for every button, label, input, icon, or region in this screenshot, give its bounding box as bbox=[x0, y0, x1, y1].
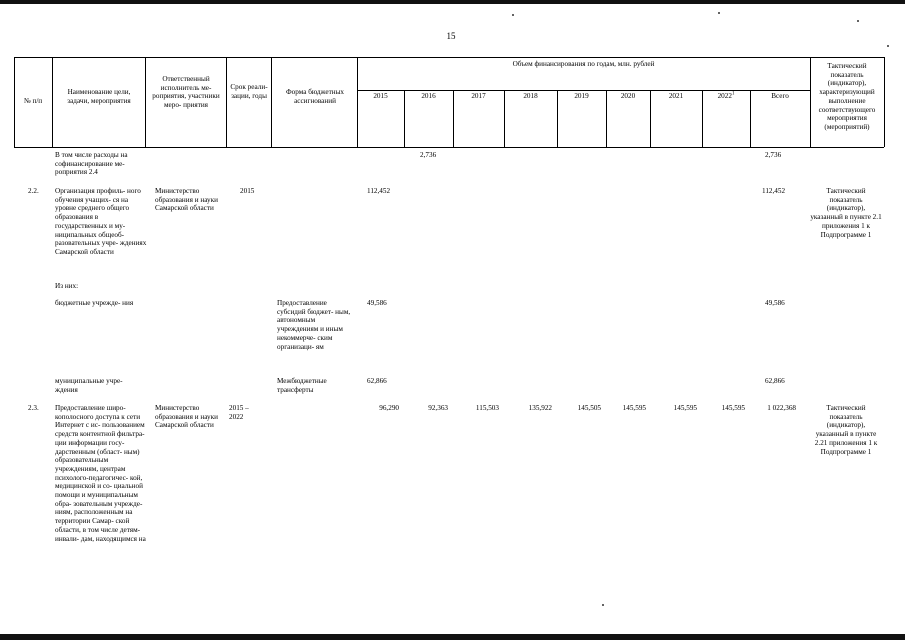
value-2016: 2,736 bbox=[420, 151, 437, 159]
row-responsible: Министерство образования и науки Самарской области bbox=[155, 404, 218, 430]
value-total: 1 022,368 bbox=[767, 404, 796, 412]
footnote-marker: 1 bbox=[731, 91, 735, 97]
scan-speck bbox=[857, 20, 859, 22]
row-subheading: Из них: bbox=[55, 282, 79, 290]
header-name: Наименование цели, задачи, мероприятия bbox=[67, 88, 131, 105]
row-form: Межбюджетные трансферты bbox=[277, 377, 327, 394]
value-2018: 135,922 bbox=[528, 404, 552, 412]
page-number: 15 bbox=[446, 31, 456, 41]
value-total: 112,452 bbox=[762, 187, 786, 195]
value-2019: 145,505 bbox=[577, 404, 601, 412]
value-2015: 49,586 bbox=[367, 299, 387, 307]
row-name: Предоставление широ- кополосного доступа к сети Интернет с ис- пользованием средств контентной фильтра- ции информации госу- дарственным (област- ным) образовательным учреждениям, центрам психолого-педагогичес- кой, медицинской и со- циальной помощи и муниципальным обра- зовательным учрежде- ниям, расположенным на территории Самар- ской области, в том числе детям-инвали- дам, находящимся на bbox=[55, 404, 146, 543]
row-term: 2015 bbox=[240, 187, 255, 195]
header-num: № п/п bbox=[23, 97, 43, 105]
header-year-2019: 2019 bbox=[574, 92, 589, 100]
header-form: Форма бюджетных ассигнований bbox=[285, 88, 345, 105]
row-indicator: Тактический показатель (индикатор), указанный в пункте 2.21 приложения 1 к Подпрограмме 1 bbox=[814, 404, 878, 456]
header-financing-group: Объем финансирования по годам, млн. рублей bbox=[512, 60, 655, 68]
row-name: В том числе расходы на софинансирование ме- роприятия 2.4 bbox=[55, 151, 128, 177]
scan-top-border bbox=[0, 0, 905, 4]
value-2015: 62,866 bbox=[367, 377, 387, 385]
header-year-2022: 2022$^1$ bbox=[717, 91, 735, 100]
value-2016: 92,363 bbox=[428, 404, 448, 412]
header-year-2021: 2021 bbox=[668, 92, 684, 100]
value-total: 2,736 bbox=[765, 151, 782, 159]
header-total: Всего bbox=[771, 92, 789, 100]
row-number: 2.2. bbox=[28, 187, 39, 195]
value-2022: 145,595 bbox=[721, 404, 745, 412]
scan-speck bbox=[602, 604, 604, 606]
value-2021: 145,595 bbox=[673, 404, 697, 412]
value-2015: 112,452 bbox=[367, 187, 391, 195]
scan-speck bbox=[718, 12, 720, 14]
row-number: 2.3. bbox=[28, 404, 39, 412]
value-total: 49,586 bbox=[765, 299, 785, 307]
value-2015: 96,290 bbox=[379, 404, 399, 412]
header-responsible: Ответственный исполнитель ме- роприятия, участники меро- приятия bbox=[152, 75, 220, 110]
row-name: муниципальные учре- ждения bbox=[55, 377, 123, 394]
header-indicator: Тактический показатель (индикатор), характеризующий выполнение соответствующего мероприятия (мероприятий) bbox=[818, 62, 876, 131]
header-year-2016: 2016 bbox=[421, 92, 436, 100]
value-total: 62,866 bbox=[765, 377, 785, 385]
value-2020: 145,595 bbox=[622, 404, 646, 412]
header-year-2020: 2020 bbox=[620, 92, 636, 100]
row-form: Предоставление субсидий бюджет- ным, автономным учреждениям и иным некоммерче- ским организаци- ям bbox=[277, 299, 351, 351]
row-indicator: Тактический показатель (индикатор), указанный в пункте 2.1 приложения 1 к Подпрограмме 1 bbox=[810, 187, 882, 239]
row-term: 2015 – 2022 bbox=[229, 404, 249, 421]
scan-speck bbox=[512, 14, 514, 16]
scan-speck bbox=[887, 45, 889, 47]
header-term: Срок реали- зации, годы bbox=[230, 83, 268, 100]
scan-bottom-border bbox=[0, 634, 905, 640]
row-responsible: Министерство образования и науки Самарской области bbox=[155, 187, 218, 213]
header-year-2017: 2017 bbox=[471, 92, 486, 100]
header-year-2015: 2015 bbox=[373, 92, 388, 100]
value-2017: 115,503 bbox=[475, 404, 499, 412]
header-year-2018: 2018 bbox=[523, 92, 538, 100]
row-name: Организация профиль- ного обучения учащих- ся на уровне среднего общего образования в государственных и му- ниципальных общеоб- разовательных учре- ждениях Самарской области bbox=[55, 187, 147, 256]
row-name: бюджетные учрежде- ния bbox=[55, 299, 134, 307]
